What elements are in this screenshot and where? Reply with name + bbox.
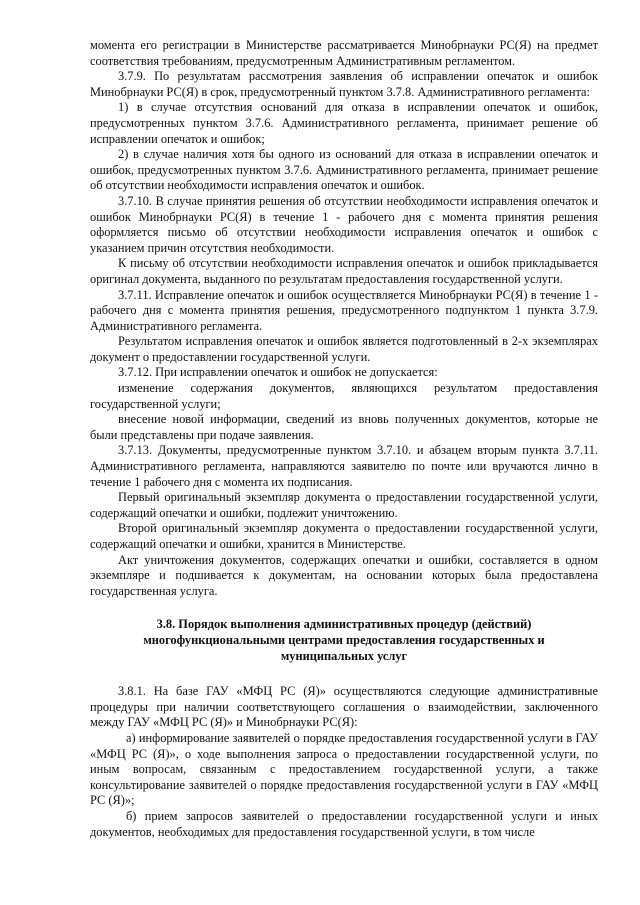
paragraph-3-7-13: 3.7.13. Документы, предусмотренные пунктом 3.7.10. и абзацем вторым пункта 3.7.11. Административного регламента, направляются заявителю по почте или вручаются лично в течение 1 рабочего дня с момента их подписания.	[90, 443, 598, 489]
paragraph-3-7-10-attachment: К письму об отсутствии необходимости исправления опечаток и ошибок прикладывается оригинал документа, выданного по результатам предоставления государственной услуги.	[90, 256, 598, 286]
paragraph-3-7-12: 3.7.12. При исправлении опечаток и ошибок не допускается:	[118, 365, 438, 380]
paragraph-3-7-9: 3.7.9. По результатам рассмотрения заявления об исправлении опечаток и ошибок Минобрнауки РС(Я) в срок, предусмотренный пунктом 3.7.8. Административного регламента:	[90, 69, 598, 99]
paragraph-3-7-12-item-1: изменение содержания документов, являющихся результатом предоставления государственной услуги;	[90, 381, 598, 411]
paragraph-3-7-11-result: Результатом исправления опечаток и ошибок является подготовленный в 2-х экземплярах документ о предоставлении государственной услуги.	[90, 334, 598, 364]
paragraph-3-8-1-item-b: б) прием запросов заявителей о предоставлении государственной услуги и иных документов, необходимых для предоставления государственной услуги, в том числе	[90, 808, 598, 839]
paragraph-3-8-1: 3.8.1. На базе ГАУ «МФЦ РС (Я)» осуществляются следующие административные процедуры при наличии соответствующего соглашения о взаимодействии, заключенного между ГАУ «МФЦ РС (Я)» и Минобрнауки РС(Я):	[90, 684, 598, 730]
paragraph-3-7-9-item-1: 1) в случае отсутствия оснований для отказа в исправлении опечаток и ошибок, предусмотренных пунктом 3.7.6. Административного регламента, принимает решение об исправлении опечаток и ошибок;	[90, 100, 598, 146]
paragraph-3-7-12-item-2: внесение новой информации, сведений из вновь полученных документов, которые не были представлены при подаче заявления.	[90, 412, 598, 442]
paragraph-3-8-1-item-a: а) информирование заявителей о порядке предоставления государственной услуги в ГАУ «МФЦ РС (Я)», о ходе выполнения запроса о предоставлении государственной услуги, по иным вопросам, связанным с предоставлением государственной услуги, а также консультирование заявителей о порядке предоставления государственной услуги в ГАУ «МФЦ РС (Я)»;	[90, 730, 598, 808]
paragraph-second-copy: Второй оригинальный экземпляр документа о предоставлении государственной услуги, содержащий опечатки и ошибки, хранится в Министерстве.	[90, 521, 598, 551]
paragraph-3-7-11: 3.7.11. Исправление опечаток и ошибок осуществляется Минобрнауки РС(Я) в течение 1 - рабочего дня с момента принятия решения, предусмотренного подпунктом 1 пункта 3.7.9. Административного регламента.	[90, 287, 598, 333]
paragraph-continuation: момента его регистрации в Министерстве рассматривается Минобрнауки РС(Я) на предмет соответствия требованиям, предусмотренным Административным регламентом.	[90, 38, 598, 68]
document-page	[90, 38, 598, 840]
paragraph-3-7-10: 3.7.10. В случае принятия решения об отсутствии необходимости исправления опечаток и ошибок Минобрнауки РС(Я) в течение 1 - рабочего дня с момента принятия решения оформляется письмо об отсутствии необходимости исправления опечаток и ошибок с указанием причин отсутствия необходимости.	[90, 193, 598, 255]
paragraph-3-7-9-item-2: 2) в случае наличия хотя бы одного из оснований для отказа в исправлении опечаток и ошибок, предусмотренных пунктом 3.7.6. Административного регламента, принимает решение об отсутствии необходимости исправления опечаток и ошибок.	[90, 147, 598, 193]
paragraph-first-copy: Первый оригинальный экземпляр документа о предоставлении государственной услуги, содержащий опечатки и ошибки, подлежит уничтожению.	[90, 490, 598, 520]
section-heading-3-8: 3.8. Порядок выполнения административных процедур (действий) многофункциональными центрами предоставления государственных и муниципальных услуг	[143, 617, 545, 663]
paragraph-destruction-act: Акт уничтожения документов, содержащих опечатки и ошибки, составляется в одном экземпляре и подшивается к документам, на основании которых была предоставлена государственная услуга.	[90, 552, 598, 598]
